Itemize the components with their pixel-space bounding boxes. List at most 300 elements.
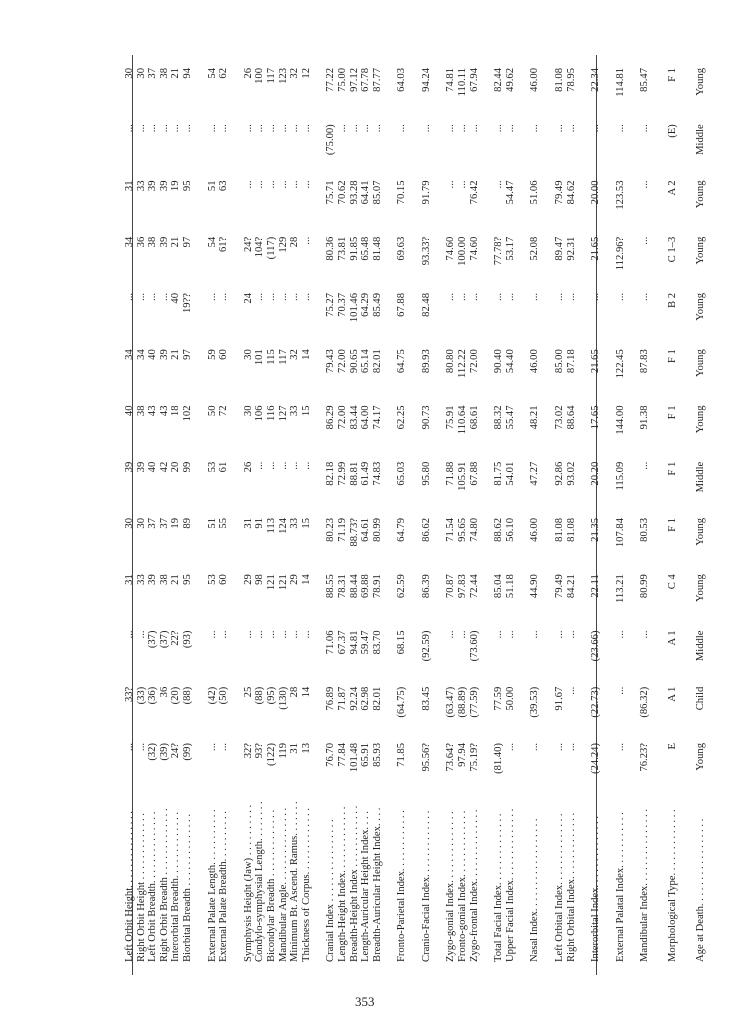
table-cell: 54 bbox=[206, 68, 218, 79]
table-cell: 87.77 bbox=[371, 68, 383, 92]
table-cell: ... bbox=[493, 124, 505, 133]
table-cell: (50) bbox=[218, 686, 230, 705]
table-cell: ... bbox=[396, 124, 408, 133]
table-cell: Young bbox=[694, 574, 706, 603]
row-label: Left Orbit Height. . . . . . . . . . . . . . . bbox=[124, 811, 135, 962]
table-cell: (22.73) bbox=[590, 686, 602, 718]
table-cell: 55 bbox=[218, 518, 230, 529]
table-cell: 80.99 bbox=[371, 518, 383, 542]
table-cell: 71.85 bbox=[396, 743, 408, 767]
table-cell: 70.62 bbox=[336, 180, 348, 205]
table-cell: 51 bbox=[206, 180, 218, 192]
table-cell: 97.94 bbox=[457, 743, 469, 767]
table-cell: 88.55 bbox=[325, 574, 337, 599]
table-cell: (99) bbox=[181, 743, 193, 761]
table-cell: ... bbox=[457, 124, 469, 133]
table-cell: 36 bbox=[135, 236, 147, 248]
table-cell: ... bbox=[265, 630, 277, 639]
table-cell: 121 bbox=[265, 574, 277, 591]
table-cell: 32 bbox=[289, 349, 301, 360]
row-label: Fronto-Parietal Index. . . . . . . . . . . . bbox=[396, 810, 408, 962]
table-cell: 20 bbox=[170, 461, 182, 473]
table-cell: 39 bbox=[147, 180, 159, 192]
table-cell: ... bbox=[254, 630, 266, 639]
table-cell: 80.36 bbox=[325, 236, 337, 261]
table-row bbox=[266, 65, 278, 965]
table-cell: ... bbox=[135, 293, 147, 301]
table-cell: Young bbox=[694, 349, 706, 378]
table-cell: 101 bbox=[254, 349, 266, 366]
table-cell: ... bbox=[277, 293, 289, 301]
table-cell: 101.46 bbox=[348, 293, 360, 323]
table-cell: 68.61 bbox=[468, 405, 480, 430]
table-cell: 54.40 bbox=[504, 349, 516, 374]
table-cell: 31 bbox=[124, 180, 135, 192]
table-cell: ... bbox=[445, 630, 457, 639]
table-row bbox=[664, 65, 679, 965]
table-cell: (24.24) bbox=[590, 743, 602, 774]
table-cell: A 2 bbox=[667, 180, 678, 196]
table-cell: 80.80 bbox=[445, 349, 457, 374]
row-label: External Palatal Index. . . . . . . . . . . bbox=[614, 812, 626, 962]
table-row bbox=[207, 65, 219, 965]
table-cell: ... bbox=[639, 124, 651, 133]
table-cell: 60 bbox=[218, 574, 230, 585]
table-cell: 95.56? bbox=[420, 743, 432, 772]
table-cell: ... bbox=[529, 743, 541, 751]
table-cell: 89.93 bbox=[420, 349, 432, 374]
table-cell: 75.00 bbox=[336, 68, 348, 92]
table-cell: 46.00 bbox=[529, 518, 541, 542]
table-cell: B 2 bbox=[667, 293, 678, 309]
row-label: Length-Height Index. . . . . . . . . . . . . bbox=[336, 806, 348, 962]
table-cell: 81.08 bbox=[565, 518, 577, 542]
table-cell: 29 bbox=[242, 574, 254, 585]
table-cell: ... bbox=[242, 180, 254, 189]
table-cell: ... bbox=[493, 180, 505, 189]
table-cell: F 1 bbox=[667, 405, 678, 420]
group-spacer bbox=[541, 65, 554, 965]
table-cell: 98 bbox=[254, 574, 266, 585]
table-row bbox=[289, 65, 301, 965]
table-cell: 67.88 bbox=[468, 461, 480, 486]
table-cell: 85.49 bbox=[371, 293, 383, 317]
table-cell: 88.64 bbox=[565, 405, 577, 430]
row-label: Cranio-Facial Index. . . . . . . . . . . . . bbox=[420, 810, 432, 962]
table-cell: 82.44 bbox=[493, 68, 505, 92]
table-cell: ... bbox=[206, 630, 218, 639]
table-cell: 79.49 bbox=[554, 574, 566, 599]
table-cell: 62.98 bbox=[360, 686, 372, 711]
table-cell: 112.96? bbox=[614, 236, 626, 271]
table-cell: (63.47) bbox=[445, 686, 457, 718]
table-cell: 102 bbox=[181, 405, 193, 422]
table-cell: 75.71 bbox=[325, 180, 337, 205]
table-cell: ... bbox=[289, 461, 301, 470]
table-cell: 70.37 bbox=[336, 293, 348, 317]
table-cell: Middle bbox=[694, 461, 706, 493]
table-cell: 38 bbox=[158, 68, 170, 79]
row-label: Right Orbit Breadth . . . . . . . . . . . . . bbox=[158, 808, 170, 962]
table-cell: 72.44 bbox=[468, 574, 480, 599]
table-cell: 62.59 bbox=[396, 574, 408, 599]
table-cell: 39 bbox=[158, 349, 170, 360]
table-cell: 54.47 bbox=[504, 180, 516, 205]
table-cell: 74.80 bbox=[468, 518, 480, 542]
table-cell: 80.99 bbox=[639, 574, 651, 599]
table-cell: 22? bbox=[170, 630, 182, 646]
table-cell: 63 bbox=[218, 180, 230, 192]
table-cell: 124 bbox=[277, 518, 289, 534]
table-cell: 40 bbox=[147, 461, 159, 473]
table-cell: Young bbox=[694, 743, 706, 771]
table-cell: 46.00 bbox=[529, 68, 541, 92]
table-row bbox=[349, 65, 361, 965]
table-cell: 21 bbox=[170, 68, 182, 79]
table-cell: 43 bbox=[147, 405, 159, 417]
table-cell: 97.12 bbox=[348, 68, 360, 92]
table-cell: (64.75) bbox=[396, 686, 408, 718]
table-cell: 12 bbox=[300, 68, 312, 79]
table-cell: 79.43 bbox=[325, 349, 337, 374]
table-cell: ... bbox=[445, 124, 457, 133]
table-cell: ... bbox=[504, 293, 516, 301]
measurements-table bbox=[124, 65, 706, 965]
table-cell: 21 bbox=[170, 574, 182, 585]
table-cell: F 1 bbox=[667, 461, 678, 476]
row-label: Right Orbital Index. . . . . . . . . . . . . bbox=[565, 812, 577, 962]
table-cell: Young bbox=[694, 293, 706, 321]
table-cell: 82.48 bbox=[420, 293, 432, 317]
table-cell: 91 bbox=[254, 518, 266, 529]
table-cell: 52.08 bbox=[529, 236, 541, 261]
table-cell: ... bbox=[590, 124, 602, 133]
table-cell: ... bbox=[158, 293, 170, 301]
table-cell: 77.84 bbox=[336, 743, 348, 767]
table-cell: A 1 bbox=[667, 630, 678, 646]
table-cell: 113.21 bbox=[614, 574, 626, 603]
table-cell: 71.88 bbox=[445, 461, 457, 486]
row-label: Right Orbit Height . . . . . . . . . . . . . bbox=[135, 813, 147, 962]
table-cell: ... bbox=[590, 293, 602, 301]
table-cell: 14 bbox=[300, 574, 312, 585]
row-label: Left Orbital Index. . . . . . . . . . . . . . bbox=[554, 813, 566, 962]
table-body bbox=[124, 65, 706, 965]
row-label: Total Facial Index. . . . . . . . . . . . . . bbox=[493, 813, 505, 962]
table-cell: 48.21 bbox=[529, 405, 541, 430]
table-cell: (86.32) bbox=[639, 686, 651, 718]
table-cell: 92.24 bbox=[348, 686, 360, 711]
table-cell: 91.79 bbox=[420, 180, 432, 205]
table-cell: A 1 bbox=[667, 686, 678, 702]
table-cell: 93? bbox=[254, 743, 266, 759]
table-cell: Child bbox=[694, 686, 706, 711]
table-cell: 97 bbox=[181, 349, 193, 360]
row-label: Biorbital Breadth . . . . . . . . . . . . . . bbox=[181, 813, 193, 962]
group-spacer bbox=[679, 65, 692, 965]
table-cell: 42 bbox=[158, 461, 170, 473]
table-cell: 30 bbox=[242, 349, 254, 360]
table-cell: ... bbox=[254, 180, 266, 189]
table-cell: 116 bbox=[265, 405, 277, 421]
table-cell: 64.03 bbox=[396, 68, 408, 92]
table-cell: ... bbox=[445, 293, 457, 301]
table-cell: (95) bbox=[265, 686, 277, 705]
table-cell: ... bbox=[504, 124, 516, 133]
table-cell: (130) bbox=[277, 686, 289, 710]
table-cell: 76.42 bbox=[468, 180, 480, 205]
table-cell: 94 bbox=[181, 68, 193, 79]
row-label: Cranial Index . . . . . . . . . . . . . . . . bbox=[325, 819, 337, 962]
table-cell: ... bbox=[457, 180, 469, 189]
table-row bbox=[396, 65, 408, 965]
table-cell: 83.70 bbox=[371, 630, 383, 655]
table-cell: 71.19 bbox=[336, 518, 348, 542]
table-cell: 30 bbox=[124, 518, 135, 529]
row-label: Symphysis Height (Jaw) . . . . . . . . . . bbox=[242, 804, 254, 962]
table-cell: 21.65 bbox=[590, 349, 602, 374]
table-cell: 64.79 bbox=[396, 518, 408, 542]
table-cell: ... bbox=[242, 124, 254, 133]
table-cell: 88.73? bbox=[348, 518, 360, 547]
table-cell: 68.15 bbox=[396, 630, 408, 655]
table-cell: 50.00 bbox=[504, 686, 516, 711]
table-cell: ... bbox=[254, 461, 266, 470]
table-cell: ... bbox=[565, 293, 577, 301]
table-cell: 19?? bbox=[181, 293, 193, 313]
table-cell: 94.81 bbox=[348, 630, 360, 655]
table-cell: 65.48 bbox=[360, 236, 372, 261]
table-row bbox=[372, 65, 384, 965]
table-cell: 121 bbox=[277, 574, 289, 591]
group-spacer bbox=[651, 65, 664, 965]
table-cell: ... bbox=[218, 124, 230, 133]
table-cell: 77.59 bbox=[493, 686, 505, 711]
table-cell: ... bbox=[265, 293, 277, 301]
table-cell: (117) bbox=[265, 236, 277, 260]
table-cell: ... bbox=[242, 630, 254, 639]
table-cell: 85.04 bbox=[493, 574, 505, 599]
table-cell: 83.45 bbox=[420, 686, 432, 711]
table-cell: 107.84 bbox=[614, 518, 626, 548]
table-cell: ... bbox=[639, 630, 651, 639]
table-cell: ... bbox=[300, 293, 312, 301]
table-cell: 76.23? bbox=[639, 743, 651, 772]
table-cell: 29 bbox=[289, 574, 301, 585]
table-row bbox=[124, 65, 136, 965]
table-cell: 73.02 bbox=[554, 405, 566, 430]
row-label: Condylo-symphysial Length. . . . . . . . bbox=[254, 801, 266, 962]
table-cell: (88) bbox=[181, 686, 193, 705]
table-cell: 123 bbox=[277, 68, 289, 84]
table-cell: ... bbox=[265, 124, 277, 133]
table-cell: 34 bbox=[124, 236, 135, 248]
table-cell: ... bbox=[445, 180, 457, 189]
table-cell: ... bbox=[529, 124, 541, 133]
table-cell: 79.49 bbox=[554, 180, 566, 205]
row-label: Breadth-Height Index . . . . . . . . . . . . bbox=[348, 805, 360, 962]
table-cell: ... bbox=[360, 124, 372, 133]
table-cell: (75.00) bbox=[325, 124, 337, 156]
table-cell: (88.89) bbox=[457, 686, 469, 718]
table-cell: 30 bbox=[242, 405, 254, 417]
row-label: Mandibular Index. . . . . . . . . . . . . . . bbox=[639, 809, 651, 962]
table-cell: 24 bbox=[242, 293, 254, 304]
table-cell: 95 bbox=[181, 574, 193, 585]
table-cell: ... bbox=[614, 743, 626, 751]
table-cell: 95 bbox=[181, 180, 193, 192]
table-cell: 19 bbox=[170, 180, 182, 192]
table-cell: ... bbox=[457, 293, 469, 301]
table-cell: 89.47 bbox=[554, 236, 566, 261]
table-cell: 26 bbox=[242, 68, 254, 79]
table-cell: ... bbox=[218, 630, 230, 639]
table-cell: ... bbox=[468, 124, 480, 133]
table-cell: 144.00 bbox=[614, 405, 626, 435]
table-cell: ... bbox=[135, 743, 147, 751]
table-cell: 61 bbox=[218, 461, 230, 473]
table-cell: (E) bbox=[667, 124, 678, 138]
table-cell: 119 bbox=[277, 743, 289, 759]
table-cell: 88.32 bbox=[493, 405, 505, 430]
table-cell: 36 bbox=[158, 686, 170, 698]
table-cell: ... bbox=[265, 180, 277, 189]
table-cell: 78.95 bbox=[565, 68, 577, 92]
table-cell: 65.91 bbox=[360, 743, 372, 767]
table-row bbox=[469, 65, 481, 965]
table-cell: 74.17 bbox=[371, 405, 383, 430]
table-cell: ... bbox=[639, 461, 651, 470]
table-cell: (37) bbox=[147, 630, 159, 649]
table-cell: 34 bbox=[135, 349, 147, 360]
table-cell: Young bbox=[694, 68, 706, 96]
table-cell: (73.60) bbox=[468, 630, 480, 662]
group-spacer bbox=[602, 65, 615, 965]
table-cell: 74.81 bbox=[445, 68, 457, 92]
table-cell: 69.63 bbox=[396, 236, 408, 261]
table-cell: 99 bbox=[181, 461, 193, 473]
table-cell: ... bbox=[565, 686, 577, 695]
table-cell: 38 bbox=[158, 574, 170, 585]
table-cell: 14 bbox=[300, 349, 312, 360]
table-cell: 56.10 bbox=[504, 518, 516, 542]
table-cell: 117 bbox=[265, 68, 277, 84]
table-cell: ... bbox=[289, 180, 301, 189]
table-cell: 123.53 bbox=[614, 180, 626, 210]
table-cell: 101.48 bbox=[348, 743, 360, 773]
table-cell: 97.83 bbox=[457, 574, 469, 599]
row-label: Nasal Index. . . . . . . . . . . . . . . . . . bbox=[529, 818, 541, 962]
table-cell: ... bbox=[639, 180, 651, 189]
table-cell: ... bbox=[300, 124, 312, 133]
table-cell: 104? bbox=[254, 236, 266, 258]
group-spacer bbox=[516, 65, 529, 965]
table-cell: 87.18 bbox=[565, 349, 577, 374]
table-cell: F 1 bbox=[667, 349, 678, 364]
table-cell: ... bbox=[124, 743, 135, 751]
table-row bbox=[136, 65, 148, 965]
table-cell: ... bbox=[614, 124, 626, 133]
table-cell: Young bbox=[694, 518, 706, 546]
group-spacer bbox=[577, 65, 590, 965]
row-label: Zygo-gonial Index. . . . . . . . . . . . . . bbox=[445, 811, 457, 962]
table-cell: ... bbox=[147, 124, 159, 133]
table-cell: ... bbox=[554, 293, 566, 301]
table-cell: 80.23 bbox=[325, 518, 337, 542]
table-cell: ... bbox=[300, 461, 312, 470]
table-cell: ... bbox=[124, 630, 135, 639]
table-cell: 33 bbox=[289, 518, 301, 529]
table-cell: 60 bbox=[218, 349, 230, 360]
table-row bbox=[159, 65, 171, 965]
table-cell: 76.89 bbox=[325, 686, 337, 711]
table-cell: 81.75 bbox=[493, 461, 505, 486]
table-row bbox=[615, 65, 627, 965]
table-cell: ... bbox=[504, 630, 516, 639]
table-cell: 30 bbox=[135, 68, 147, 79]
table-cell: 113 bbox=[265, 518, 277, 534]
table-cell: 38 bbox=[147, 236, 159, 248]
table-cell: 54 bbox=[206, 236, 218, 248]
table-cell: (93) bbox=[181, 630, 193, 649]
table-cell: 92.31 bbox=[565, 236, 577, 261]
table-cell: ... bbox=[289, 630, 301, 639]
table-cell: ... bbox=[554, 743, 566, 751]
table-cell: 19 bbox=[170, 518, 182, 529]
table-cell: 39 bbox=[158, 180, 170, 192]
table-cell: 78.91 bbox=[371, 574, 383, 599]
table-cell: (23.66) bbox=[590, 630, 602, 662]
table-cell: ... bbox=[420, 124, 432, 133]
table-cell: 15 bbox=[300, 405, 312, 417]
table-cell: ... bbox=[277, 180, 289, 189]
table-cell: 91.38 bbox=[639, 405, 651, 430]
table-cell: 100 bbox=[254, 68, 266, 84]
table-cell: 64.41 bbox=[360, 180, 372, 205]
table-cell: ... bbox=[348, 124, 360, 133]
table-cell: 93.33? bbox=[420, 236, 432, 266]
table-cell: ... bbox=[614, 686, 626, 695]
table-cell: 20.00 bbox=[590, 180, 602, 205]
table-cell: 92.86 bbox=[554, 461, 566, 486]
table-cell: 31 bbox=[289, 743, 301, 754]
table-cell: 51.18 bbox=[504, 574, 516, 599]
table-cell: C 4 bbox=[667, 574, 678, 590]
table-row bbox=[147, 65, 159, 965]
table-cell: 90.40 bbox=[493, 349, 505, 374]
table-cell: ... bbox=[124, 124, 135, 133]
table-cell: 91.85 bbox=[348, 236, 360, 261]
table-cell: ... bbox=[277, 124, 289, 133]
table-cell: 44.90 bbox=[529, 574, 541, 599]
table-cell: (32) bbox=[147, 743, 159, 761]
row-label: Fronto-gonial Index. . . . . . . . . . . . . bbox=[457, 810, 469, 962]
table-cell: 86.62 bbox=[420, 518, 432, 542]
table-cell: 117 bbox=[277, 349, 289, 365]
table-cell: 85.00 bbox=[554, 349, 566, 374]
table-cell: 53.17 bbox=[504, 236, 516, 261]
table-cell: 39 bbox=[158, 236, 170, 248]
table-cell: 21.65 bbox=[590, 236, 602, 261]
table-cell: 71.87 bbox=[336, 686, 348, 711]
table-cell: 67.37 bbox=[336, 630, 348, 655]
table-cell: 15 bbox=[300, 518, 312, 529]
row-label: External Palate Breadth. . . . . . . . . . bbox=[218, 811, 230, 962]
table-cell: E bbox=[667, 743, 678, 750]
row-label: Minimum Bt. Ascend. Ramus. . . . . . . bbox=[289, 801, 301, 962]
table-cell: (39) bbox=[158, 743, 170, 761]
row-label: Age at Death. . . . . . . . . . . . . . . . . bbox=[694, 818, 706, 962]
